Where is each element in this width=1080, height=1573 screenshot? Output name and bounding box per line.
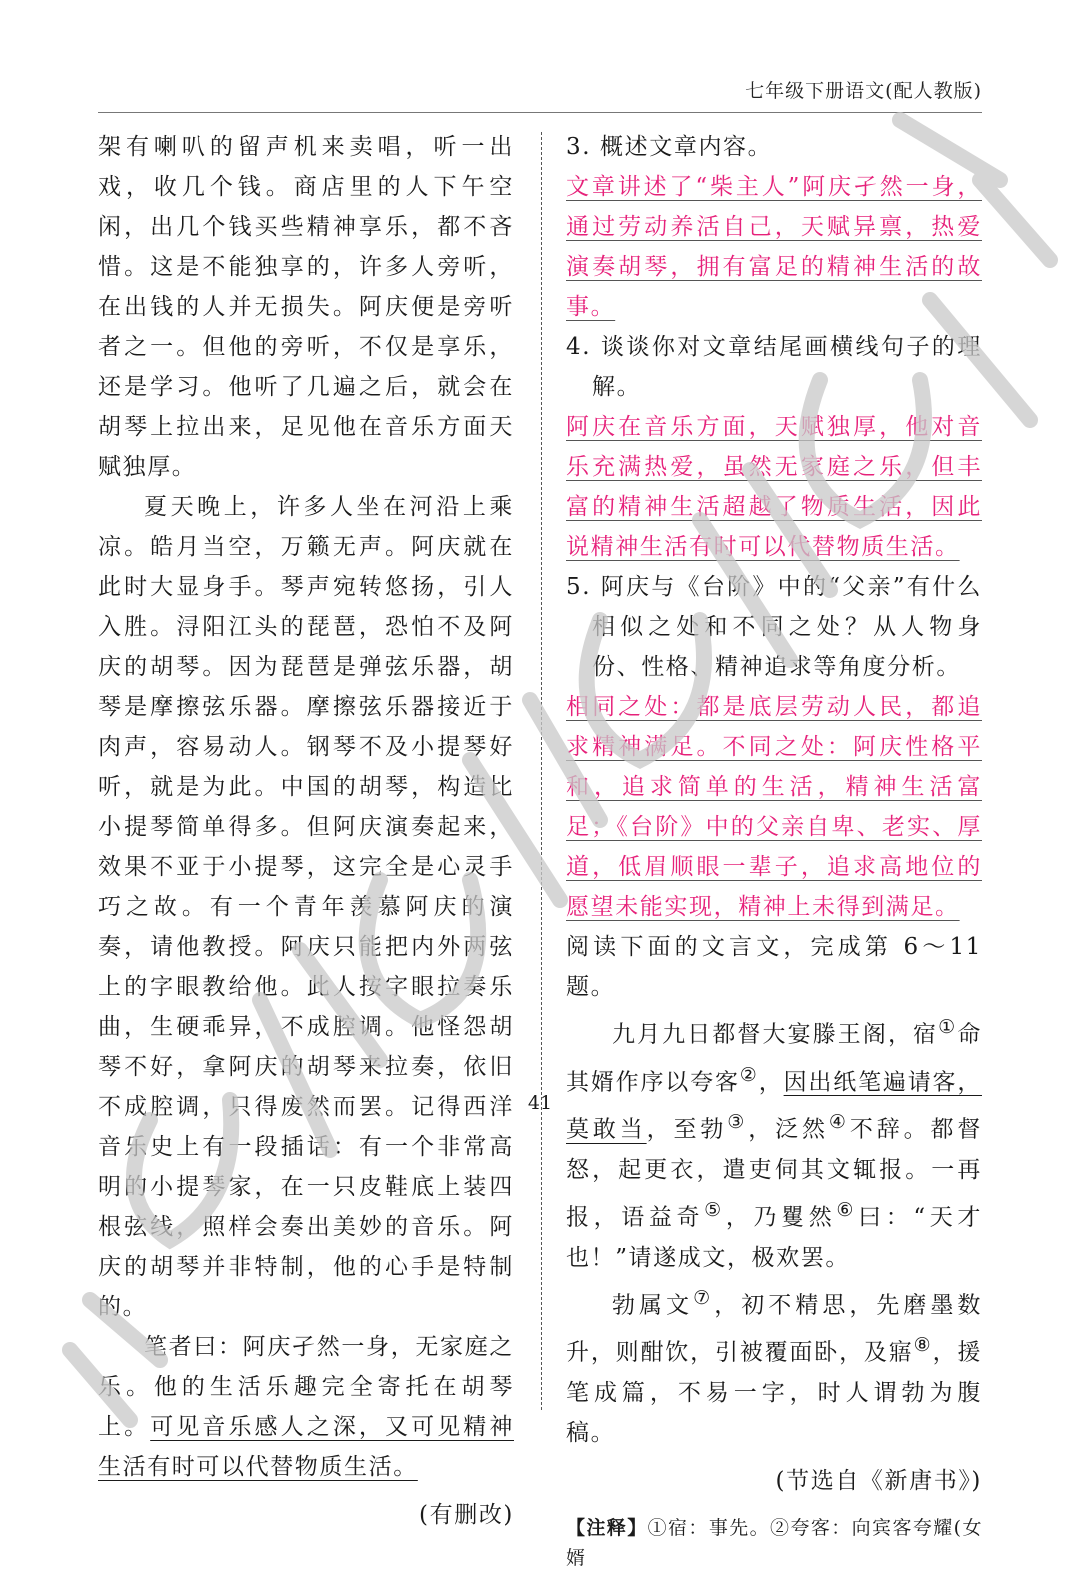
footnote-marker: ⑤ [704, 1197, 726, 1221]
classical-paragraph-1 [566, 1007, 982, 1278]
reading-instruction: 阅读下面的文言文，完成第 6～11 题。 [566, 934, 982, 1000]
annotation-notes [566, 1513, 982, 1573]
question-3: 3. 概述文章内容。 [566, 134, 773, 160]
header-rule [98, 112, 982, 113]
passage-conclusion: 笔者曰：阿庆孑然一身，无家庭之乐。他的生活乐趣完全寄托在胡琴上。 [98, 1334, 514, 1440]
answer-3: 文章讲述了“柴主人”阿庆孑然一身，通过劳动养活自己，天赋异禀，热爱演奏胡琴，拥有富足的精神生活的故事。 [566, 174, 982, 320]
classical-text: 不辞。都督怒，起更衣，遣吏伺其文辄报。一再报，语益奇 [566, 1116, 982, 1231]
classical-text: ，援笔成篇，不易一字，时人谓勃为腹稿。 [566, 1339, 982, 1446]
classical-text: ，至勃 [646, 1116, 728, 1143]
footnote-marker: ④ [828, 1110, 850, 1134]
footnote-marker: ⑧ [913, 1333, 933, 1357]
question-4: 4. 谈谈你对文章结尾画横线句子的理解。 [566, 334, 982, 400]
answer-4: 阿庆在音乐方面，天赋独厚，他对音乐充满热爱，虽然无家庭之乐，但丰富的精神生活超越了物质生活，因此说精神生活有时可以代替物质生活。 [566, 414, 982, 560]
classical-text: ， [758, 1069, 784, 1096]
running-header: 七年级下册语文(配人教版) [745, 80, 982, 102]
right-column [566, 127, 982, 1573]
underlined-sentence: 可见音乐感人之深，又可见精神生活有时可以代替物质生活。 [98, 1414, 514, 1480]
note-text: ①宿：事先。②夸客：向宾客夸耀(女婿 [566, 1516, 982, 1569]
classical-text: ，乃矍然 [725, 1204, 837, 1231]
passage-paragraph-2: 夏天晚上，许多人坐在河沿上乘凉。皓月当空，万籁无声。阿庆就在此时大显身手。琴声宛转悠扬，引人入胜。浔阳江头的琵琶，恐怕不及阿庆的胡琴。因为琵琶是弹弦乐器，胡琴是摩擦弦乐器。摩擦弦乐器接近于肉声，容易动人。钢琴不及小提琴好听，就是为此。中国的胡琴，构造比小提琴简单得多。但阿庆演奏起来，效果不亚于小提琴，这完全是心灵手巧之故。有一个青年羡慕阿庆的演奏，请他教授。阿庆只能把内外两弦上的字眼教给他。此人按字眼拉奏乐曲，生硬乖异，不成腔调。他怪怨胡琴不好，拿阿庆的胡琴来拉奏，依旧不成腔调，只得废然而罢。记得西洋音乐史上有一段插话：有一个非常高明的小提琴家，在一只皮鞋底上装四根弦线，照样会奏出美妙的音乐。阿庆的胡琴并非特制，他的心手是特制的。 [98, 494, 514, 1320]
passage-source: (有删改) [419, 1502, 514, 1528]
classical-text: ，泛然 [748, 1116, 829, 1143]
classical-text: 命其婿作序以夸客 [566, 1021, 982, 1096]
classical-source: (节选自《新唐书》) [775, 1467, 982, 1494]
passage-paragraph-3 [98, 1327, 514, 1487]
footnote-marker: ① [938, 1015, 958, 1038]
column-divider [541, 132, 542, 1410]
question-5: 5. 阿庆与《台阶》中的“父亲”有什么相似之处和不同之处？从人物身份、性格、精神追求等角度分析。 [566, 574, 982, 680]
page-number: 41 [527, 1092, 553, 1114]
note-label: 【注释】 [566, 1516, 648, 1539]
footnote-marker: ② [739, 1062, 759, 1086]
classical-text: 九月九日都督大宴滕王阁，宿 [612, 1021, 939, 1048]
classical-paragraph-2 [566, 1278, 982, 1453]
footnote-marker: ⑦ [693, 1285, 715, 1309]
left-column [98, 127, 514, 1535]
classical-text: 勃属文 [612, 1292, 694, 1319]
classical-text: 曰：“天才也！”请遂成文，极欢罢。 [566, 1204, 983, 1271]
classical-text: ，初不精思，先磨墨数升，则酣饮，引被覆面卧，及寤 [566, 1292, 983, 1366]
passage-paragraph-1: 架有喇叭的留声机来卖唱，听一出戏，收几个钱。商店里的人下午空闲，出几个钱买些精神享乐，都不吝惜。这是不能独享的，许多人旁听，在出钱的人并无损失。阿庆便是旁听者之一。但他的旁听，不仅是享乐，还是学习。他听了几遍之后，就会在胡琴上拉出来，足见他在音乐方面天赋独厚。 [98, 134, 514, 480]
footnote-marker: ⑥ [836, 1197, 859, 1221]
classical-underlined-sentence: 因出纸笔遍请客，莫敢当 [566, 1069, 982, 1143]
footnote-marker: ③ [727, 1110, 749, 1134]
answer-5: 相同之处：都是底层劳动人民，都追求精神满足。不同之处：阿庆性格平和，追求简单的生活，精神生活富足；《台阶》中的父亲自卑、老实、厚道，低眉顺眼一辈子，追求高地位的愿望未能实现，精神上未得到满足。 [566, 694, 982, 920]
